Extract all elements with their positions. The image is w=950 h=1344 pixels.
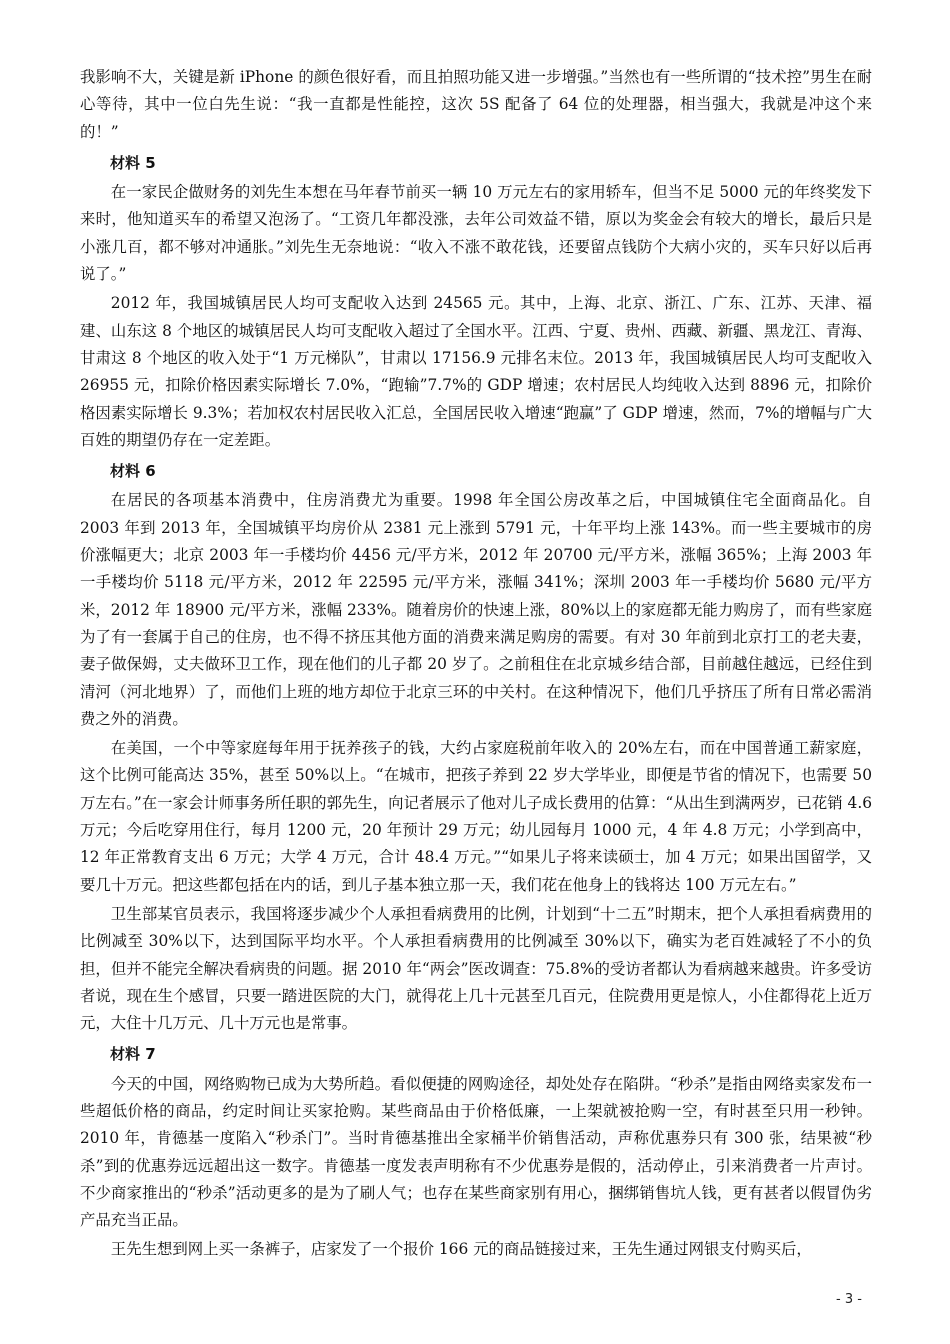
- paragraph-material-5-liu: 在一家民企做财务的刘先生本想在马年春节前买一辆 10 万元左右的家用轿车，但当不足 5000 元的年终奖发下来时，他知道买车的希望又泡汤了。“工资几年都没涨，去年公司效益不错，原以为奖金会有较大的增长，最后只是小涨几百，都不够对冲通胀。”刘先生无奈地说：“收入不涨不敢花钱，还要留点钱防个大病小灾的，买车只好以后再说了。”: [80, 183, 872, 284]
- paragraph-material-5-income: 2012 年，我国城镇居民人均可支配收入达到 24565 元。其中，上海、北京、浙江、广东、江苏、天津、福建、山东这 8 个地区的城镇居民人均可支配收入超过了全国水平。江西、宁夏、贵州、西藏、新疆、黑龙江、青海、甘肃这 8 个地区的收入处于“1 万元梯队”，甘肃以 17156.9 元排名末位。2013 年，我国城镇居民人均可支配收入 26955 元，扣除价格因素实际增长 7.0%，“跑输”7.7%的 GDP 增速；农村居民人均纯收入达到 8896 元，扣除价格因素实际增长 9.3%；若加权农村居民收入汇总，全国居民收入增速“跑赢”了 GDP 增速，然而，7%的增幅与广大百姓的期望仍存在一定差距。: [80, 294, 872, 449]
- section-heading-material-5: 材料 5: [110, 153, 156, 172]
- section-heading-material-7: 材料 7: [110, 1045, 156, 1064]
- paragraph-material-7-wang: 王先生想到网上买一条裤子，店家发了一个报价 166 元的商品链接过来，王先生通过网银支付购买后，: [110, 1240, 812, 1259]
- document-body: [80, 64, 872, 1266]
- paragraph-material-6-housing: 在居民的各项基本消费中，住房消费尤为重要。1998 年全国公房改革之后，中国城镇住宅全面商品化。自 2003 年到 2013 年，全国城镇平均房价从 2381 元上涨到 5791 元，十年平均上涨 143%。而一些主要城市的房价涨幅更大；北京 2003 年一手楼均价 4456 元/平方米，2012 年 20700 元/平方米，涨幅 365%；上海 2003 年一手楼均价 5118 元/平方米，2012 年 22595 元/平方米，涨幅 341%；深圳 2003 年一手楼均价 5680 元/平方米，2012 年 18900 元/平方米，涨幅 233%。随着房价的快速上涨，80%以上的家庭都无能力购房了，而有些家庭为了有一套属于自己的住房，也不得不挤压其他方面的消费来满足购房的需要。有对 30 年前到北京打工的老夫妻，妻子做保姆，丈夫做环卫工作，现在他们的儿子都 20 岁了。之前租住在北京城乡结合部，目前越住越远，已经住到清河（河北地界）了，而他们上班的地方却位于北京三环的中关村。在这种情况下，他们几乎挤压了所有日常必需消费之外的消费。: [80, 491, 872, 728]
- section-heading-material-6: 材料 6: [110, 462, 156, 481]
- paragraph-material-6-children: 在美国，一个中等家庭每年用于抚养孩子的钱，大约占家庭税前年收入的 20%左右，而在中国普通工薪家庭，这个比例可能高达 35%，甚至 50%以上。“在城市，把孩子养到 22 岁大学毕业，即便是节省的情况下，也需要 50 万左右。”在一家会计师事务所任职的郭先生，向记者展示了他对儿子成长费用的估算：“从出生到满两岁，已花销 4.6 万元；今后吃穿用住行，每月 1200 元，20 年预计 29 万元；幼儿园每月 1000 元，4 年 4.8 万元；小学到高中，12 年正常教育支出 6 万元；大学 4 万元，合计 48.4 万元。”“如果儿子将来读硕士，加 4 万元；如果出国留学，又要几十万元。把这些都包括在内的话，到儿子基本独立那一天，我们花在他身上的钱将达 100 万元左右。”: [80, 739, 872, 894]
- paragraph-continuation: 我影响不大，关键是新 iPhone 的颜色很好看，而且拍照功能又进一步增强。”当然也有一些所谓的“技术控”男生在耐心等待，其中一位白先生说：“我一直都是性能控，这次 5S 配备了 64 位的处理器，相当强大，我就是冲这个来的！”: [80, 68, 872, 141]
- page-number: - 3 -: [836, 1292, 862, 1307]
- paragraph-material-6-medical: 卫生部某官员表示，我国将逐步减少个人承担看病费用的比例，计划到“十二五”时期末，把个人承担看病费用的比例减至 30%以下，达到国际平均水平。个人承担看病费用的比例减至 30%以下，确实为老百姓减轻了不小的负担，但并不能完全解决看病贵的问题。据 2010 年“两会”医改调查：75.8%的受访者都认为看病越来越贵。许多受访者说，现在生个感冒，只要一踏进医院的大门，就得花上几十元甚至几百元，住院费用更是惊人，小住都得花上近万元，大住十几万元、几十万元也是常事。: [80, 904, 872, 1033]
- paragraph-material-7-online-shopping: 今天的中国，网络购物已成为大势所趋。看似便捷的网购途径，却处处存在陷阱。“秒杀”是指由网络卖家发布一些超低价格的商品，约定时间让买家抢购。某些商品由于价格低廉，一上架就被抢购一空，有时甚至只用一秒钟。2010 年，肯德基一度陷入“秒杀门”。当时肯德基推出全家桶半价销售活动，声称优惠券只有 300 张，结果被“秒杀”到的优惠券远远超出这一数字。肯德基一度发表声明称有不少优惠券是假的，活动停止，引来消费者一片声讨。不少商家推出的“秒杀”活动更多的是为了刷人气；也存在某些商家别有用心，捆绑销售坑人钱，更有甚者以假冒伪劣产品充当正品。: [80, 1074, 872, 1230]
